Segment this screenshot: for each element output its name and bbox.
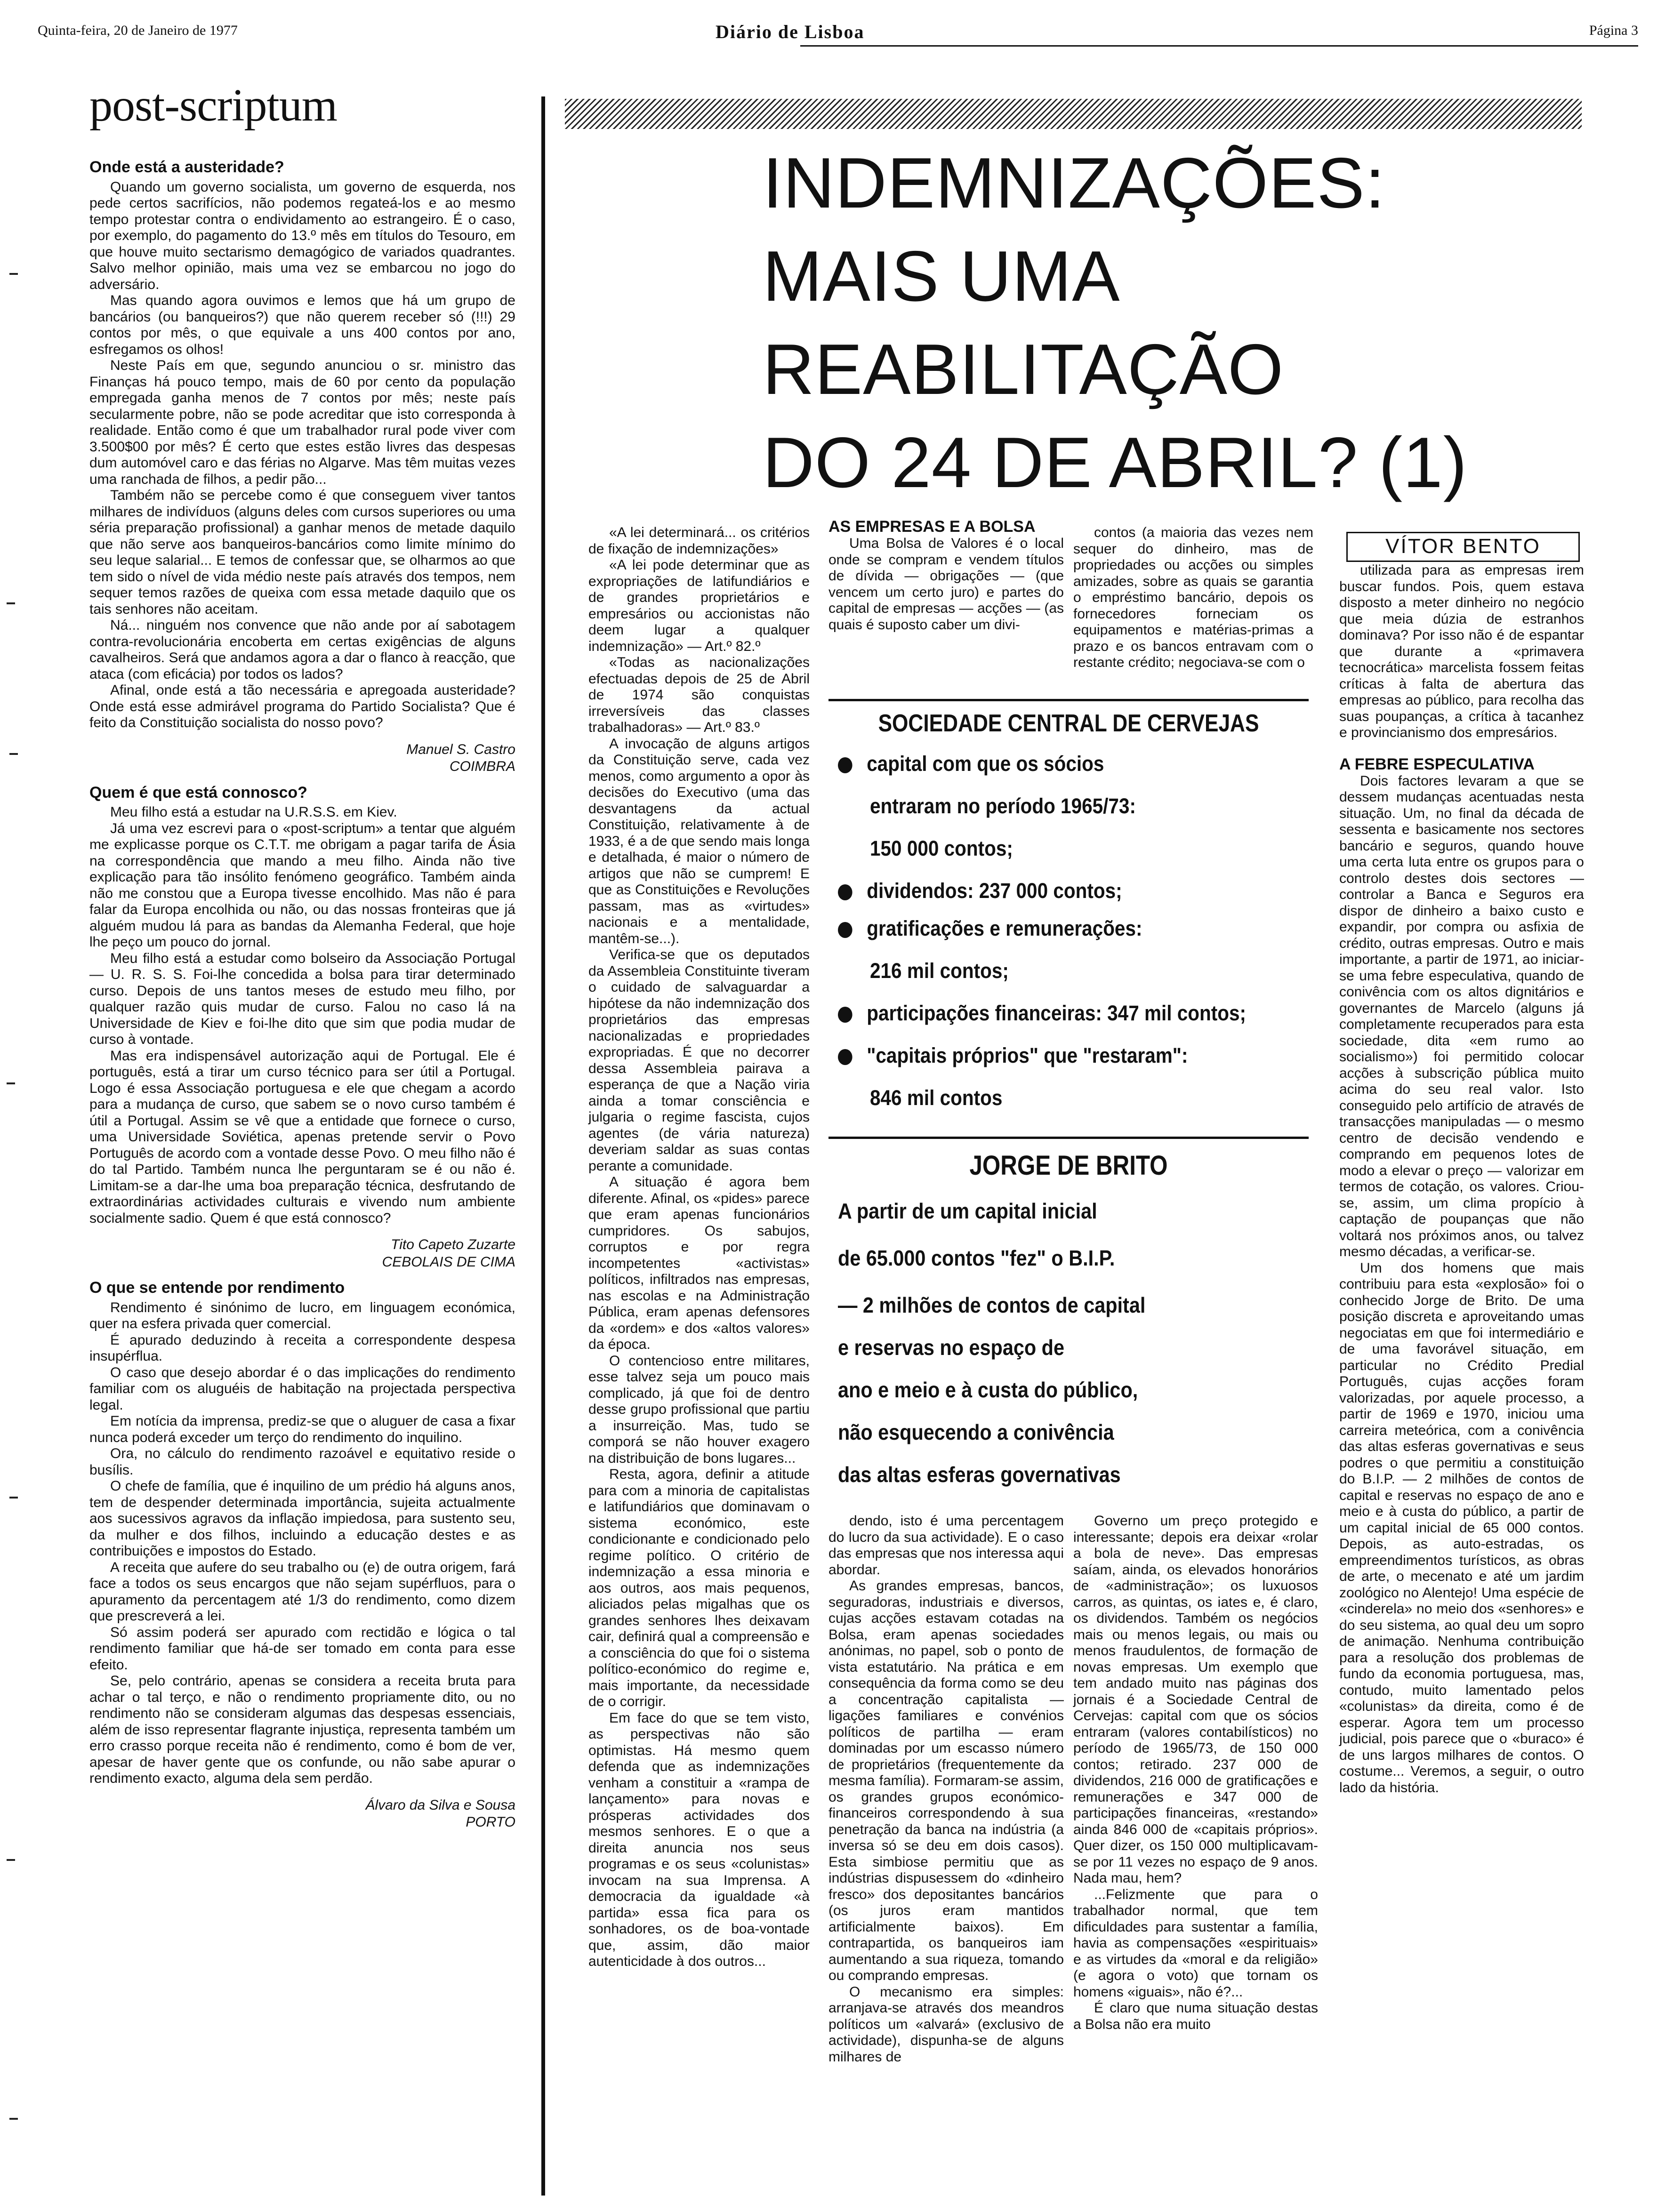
bullet-icon (838, 884, 853, 900)
box-rule (828, 699, 1309, 701)
bullet-icon (838, 1007, 853, 1023)
letter-place: CEBOLAIS DE CIMA (382, 1254, 515, 1270)
author-byline: VÍTOR BENTO (1346, 532, 1580, 562)
box-title-brito: JORGE DE BRITO (969, 1150, 1168, 1181)
article-column-3 (1073, 525, 1313, 671)
letter-paragraph: É apurado deduzindo à receita a correspondente despesa insupérflua. (89, 1332, 515, 1364)
paragraph: Um dos homens que mais contribuiu para esta «explosão» foi o conhecido Jorge de Brito. De uma posição discreta e aproveitando umas negociatas em que foi intermediário e de uma favorável situação, em particular no Crédito Predial Português, cujas acções foram valorizadas, por aquele processo, a partir de 1969 e 1970, iniciou uma carreira meteórica, com a conivência das altas esferas governativas e seus podres o que permitiu a constituição do B.I.P. — 2 milhões de contos de capital e reservas no espaço de ano e meio e à custa do público, a partir de um capital inicial de 65 000 contos. Depois, as auto-estradas, os empreendimentos turísticos, as obras de arte, o mecenato e até um jardim zoológico no Alentejo! Uma espécie de «cinderela» no meio dos «senhores» e do seu sistema, ao qual deu um sopro de animação. Nenhuma contribuição para a resolução dos problemas de fundo da economia portuguesa, mas, contudo, muito lamentado pelos «colunistas» da direita, como é de esperar. Agora tem um processo judicial, pois parece que o «buraco» é de uns largos milhares de contos. O costume... Veremos, a seguir, o outro lado da história. (1339, 1260, 1584, 1795)
letter-paragraph: Rendimento é sinónimo de lucro, em linguagem económica, quer na esfera privada quer comercial. (89, 1299, 515, 1331)
paragraph: «Todas as nacionalizações efectuadas depois de 25 de Abril de 1974 são conquistas irreversíveis das classes trabalhadoras» — Art.º 83.º (588, 655, 810, 735)
article-column-2 (828, 518, 1064, 633)
paragraph: Uma Bolsa de Valores é o local onde se compram e vendem títulos de dívida — obrigações — (que vencem um certo juro) e partes do capital de empresas — acções — (as quais é suposto caber um divi- (828, 536, 1064, 633)
box-bullet-line: dividendos: 237 000 contos; (838, 878, 1122, 904)
column-rule (541, 96, 545, 2196)
letter-paragraph: Já uma vez escrevi para o «post-scriptum» a tentar que alguém me explicasse porque os C.T.T. me obrigam a pagar tarifa de Ásia na correspondência que mando a meu filho. Ainda não tive explicação para tão insólito fenómeno geográfico. Também ainda não me constou que a Europa tivesse encolhido. Mas não é para falar da Europa encolhida ou não, ou das nossas fronteiras que já alguém mudou lá para as bandas da Alemanha Federal, que hoje lhe peço um pouco do jornal. (89, 820, 515, 950)
paragraph: contos (a maioria das vezes nem sequer do dinheiro, mas de propriedades ou acções ou simples amizades, sobre as quais se garantia o empréstimo bancário, depois os fornecedores forneciam os equipamentos e matérias-primas a prazo e os bancos entravam com o restante crédito; negociava-se com o (1073, 525, 1313, 670)
masthead: Diário de Lisboa (716, 21, 865, 42)
letter-paragraph: O caso que desejo abordar é o das implicações do rendimento familiar com os aluguéis de habitação na projectada perspectiva legal. (89, 1364, 515, 1413)
paragraph: utilizada para as empresas irem buscar fundos. Pois, quem estava disposto a meter dinheiro no negócio que meia dúzia de estranhos dominava? Por isso não é de espantar que durante a «primavera tecnocrática» marcelista fossem feitas críticas à falta de abertura das empresas ao público, para recolha das suas poupanças, a crítica à tacanhez e provincianismo dos empresários. (1339, 562, 1584, 740)
paragraph: «A lei determinará... os critérios de fixação de indemnizações» (588, 525, 810, 557)
letter-paragraph: Quando um governo socialista, um governo de esquerda, nos pede certos sacrifícios, não podemos regateá-los e ao mesmo tempo protestar contra o endividamento ao estrangeiro. É o caso, por exemplo, do pagamento do 13.º mês em títulos do Tesouro, em que houve muito sectarismo demagógico de variados quadrantes. Salvo melhor opinião, mais uma vez se embarcou no jogo do adversário. (89, 179, 515, 292)
subheading: A FEBRE ESPECULATIVA (1339, 755, 1535, 773)
headline-line: DO 24 DE ABRIL? (1) (763, 423, 1468, 503)
letter-paragraph: Meu filho está a estudar como bolseiro da Associação Portugal — U. R. S. S. Foi-lhe concedida a bolsa para tirar determinado curso. Depois de uns tantos meses de estudo meu filho, por qualquer razão quis mudar de curso. Falou no caso lá na Universidade de Kiev e foi-lhe dito que sim que podia mudar de curso à vontade. (89, 950, 515, 1047)
letter-author: Tito Capeto Zuzarte (391, 1237, 515, 1252)
paragraph: O contencioso entre militares, esse talvez seja um pouco mais complicado, já que foi de dentro desse grupo profissional que partiu a insurreição. Mas, tudo se comporá se não houver exagero na distribuição de bons lugares... (588, 1353, 810, 1466)
letters-column (89, 151, 515, 1840)
letter-paragraph: Também não se percebe como é que conseguem viver tantos milhares de indivíduos (alguns deles com cursos superiores ou uma séria preparação profissional) a ganhar menos de metade daquilo que não serve aos banqueiros-bancários como limite mínimo do seu leque salarial... E temos de confessar que, se olharmos ao que tem sido o nível de vida médio neste país através dos tempos, nem sequer temos razões de queixa com essa metade daquilo que os tais senhores não aceitam. (89, 488, 515, 617)
page-number: Página 3 (1589, 23, 1638, 38)
letter-paragraph: O chefe de família, que é inquilino de um prédio há alguns anos, tem de despender determinada importância, sujeita actualmente aos sucessivos agravos da inflação impiedosa, para sustento seu, da mulher e dos filhos, incluindo a educação destes e as contribuições e impostos do Estado. (89, 1478, 515, 1559)
letter-author: Manuel S. Castro (406, 741, 515, 757)
box-line: — 2 milhões de contos de capital (838, 1293, 1146, 1317)
box-line: A partir de um capital inicial (838, 1199, 1097, 1223)
article-headline (763, 136, 1535, 509)
paragraph: A situação é agora bem diferente. Afinal, os «pides» parece que eram apenas funcionários cumpridores. Os sabujos, corruptos e por regra incompetentes «activistas» políticos, infiltrados nas empresas, nas escolas e na Administração Pública, eram apenas defensores da «ordem» e dos «altos valores» da época. (588, 1174, 810, 1352)
letter-heading: Onde está a austeridade? (89, 158, 284, 176)
paragraph: Governo um preço protegido e interessante; depois era deixar «rolar a bola de neve». Das empresas saíam, ainda, os elevados honorários de «administração»; os luxuosos carros, as quintas, os iates e, é claro, os dividendos. Também os negócios mais ou menos legais, ou mais ou menos fraudulentos, de formação de novas empresas. Um exemplo que tem andado muito nas páginas dos jornais é a Sociedade Central de Cervejas: capital com que os sócios entraram (valores contabilísticos) no período de 1965/73, de 150 000 contos; retirado. 237 000 de dividendos, 216 000 de gratificações e remunerações e 347 000 de participações financeiras, «restando» ainda 846 000 de «capitais próprios». Quer dizer, os 150 000 multiplicavam-se por 11 vezes no espaço de 9 anos. Nada mau, hem? (1073, 1513, 1318, 1886)
letter-place: COIMBRA (449, 759, 515, 774)
paragraph: dendo, isto é uma percentagem do lucro da sua actividade). E o caso das empresas que nos interessa aqui abordar. (828, 1513, 1064, 1578)
box-bullet-line: entraram no período 1965/73: (870, 794, 1136, 818)
letter-paragraph: Em notícia da imprensa, prediz-se que o aluguer de casa a fixar nunca poderá exceder um terço do rendimento do inquilino. (89, 1413, 515, 1445)
letter-paragraph: A receita que aufere do seu trabalho ou (e) de outra origem, fará face a todos os seus encargos que não sejam supérfluos, para o apuramento da percentagem até 1/3 do rendimento, como dizem que prescreverá a lei. (89, 1559, 515, 1624)
box-bullet-line: capital com que os sócios (838, 751, 1104, 777)
paragraph: O mecanismo era simples: arranjava-se através dos meandros políticos um «alvará» (exclusivo de actividade), dispunha-se de alguns milhares de (828, 1984, 1064, 2065)
letter-paragraph: Neste País em que, segundo anunciou o sr. ministro das Finanças há pouco tempo, mais de 60 por cento da população empregada ganha menos de 7 contos por mês; neste país secularmente pobre, não se pode acreditar que isto corresponda à realidade. Então como é que um trabalhador rural pode viver com 3.500$00 por mês? É certo que estes estão livres das despesas dum automóvel caro e das férias no Algarve. Mas têm muitas vezes uma ranchada de filhos, a pedir pão... (89, 358, 515, 487)
letter-place: PORTO (466, 1814, 515, 1830)
article-column-3-continued (1073, 1513, 1318, 2033)
box-line: e reservas no espaço de (838, 1335, 1064, 1360)
letter-paragraph: Ora, no cálculo do rendimento razoável e equitativo reside o busílis. (89, 1446, 515, 1478)
box-bullet-line: gratificações e remunerações: (838, 915, 1142, 942)
paragraph: Resta, agora, definir a atitude para com a minoria de capitalistas e latifundiários que dominavam o sistema económico, este condicionante e condicionado pelo regime político. O critério de indemnização a essa minoria e aos outros, aos mais pequenos, aliciados pelas migalhas que os grandes senhores lhes deixavam cair, definirá qual a compreensão e a consciência do que foi o sistema político-económico do regime e, mais importante, da necessidade de o corrigir. (588, 1467, 810, 1709)
letter-paragraph: Meu filho está a estudar na U.R.S.S. em Kiev. (110, 804, 397, 820)
hatched-banner (565, 99, 1582, 129)
paragraph: Verifica-se que os deputados da Assembleia Constituinte tiveram o cuidado de salvaguardar a hipótese da não indemnização dos proprietários das empresas nacionalizadas e propriedades expropriadas. É que no decorrer dessa Assembleia pairava a esperança de que a Nação viria ainda a tomar consciência e julgaria o regime fascista, cujos agentes (de vária natureza) deveriam saldar as suas contas perante a comunidade. (588, 947, 810, 1174)
box-bullet-line: 216 mil contos; (870, 959, 1009, 983)
paragraph: As grandes empresas, bancos, seguradoras, industriais e diversos, cujas acções estavam cotadas na Bolsa, eram apenas sociedades anónimas, no papel, sob o ponto de vista estatutário. Na prática e em consequência da forma como se deu a concentração capitalista — ligações familiares e convénios políticos de partilha — eram dominadas por um escasso número de proprietários (frequentemente da mesma família). Formaram-se assim, os grandes grupos económico-financeiros correspondendo à sua penetração da banca na indústria (a inversa só se deu em dois casos). Esta simbiose permitiu que as indústrias dispusessem do «dinheiro fresco» dos depositantes bancários (os juros eram mantidos artificialmente baixos). Em contrapartida, os banqueiros iam aumentando a sua riqueza, tomando ou comprando empresas. (828, 1578, 1064, 1983)
box-title-cervejas: SOCIEDADE CENTRAL DE CERVEJAS (878, 710, 1259, 737)
page-header (0, 0, 1657, 52)
paragraph: Dois factores levaram a que se dessem mudanças acentuadas nesta situação. Um, no final da década de sessenta e basicamente nos sectores bancário e seguros, quando houve uma certa luta entre os grupos para o controlo destes dois sectores — controlar a Banca e Seguros era dispor de dinheiro a baixo custo e expandir, por compra ou asfixia de crédito, outras empresas. Outro e mais importante, a partir de 1971, ao iniciar-se uma febre especulativa, quando de conivência com os altos dignitários e governantes de Marcelo (alguns já completamente recuperados para esta sociedade, dita «em rumo ao socialismo») foi permitido colocar acções à subscrição pública muito acima do seu real valor. Isto conseguido pelo artifício de através de transacções manipuladas — o mesmo centro de decisão vendendo e comprando em pequenos lotes de modo a elevar o preço — valorizar em termos de cotação, os valores. Criou-se, assim, um clima propício à captação de poupanças que não voltará nos próximos anos, ou talvez mesmo décadas, a verificar-se. (1339, 773, 1584, 1259)
letter-paragraph: Mas quando agora ouvimos e lemos que há um grupo de bancários (ou banqueiros?) que não querem receber só (!!!) 29 contos por mês, o que equivale a uns 400 contos por ano, esfregamos os olhos! (89, 293, 515, 357)
letter-paragraph: Só assim poderá ser apurado com rectidão e lógica o tal rendimento familiar que há-de ser tomado em conta para esse efeito. (89, 1624, 515, 1673)
bullet-icon (838, 922, 853, 938)
paragraph: A invocação de alguns artigos da Constituição serve, cada vez menos, como argumento a opor às decisões do Executivo (uma das desvantagens da actual Constituição, relativamente à de 1933, é a de que sendo mais longa e detalhada, é maior o número de artigos que não se cumprem! E que as Constituições e Revoluções passam, mas as «virtudes» nacionais e a mentalidade, mantêm-se...). (588, 736, 810, 946)
box-bullet-line: participações financeiras: 347 mil contos; (838, 1000, 1246, 1026)
headline-line: MAIS UMA (763, 236, 1120, 316)
box-bullet-line: "capitais próprios" que "restaram": (838, 1042, 1188, 1069)
header-rule (800, 45, 1638, 47)
subheading: AS EMPRESAS E A BOLSA (828, 518, 1036, 536)
box-bullet-line: 846 mil contos (870, 1086, 1003, 1110)
article-column-2-continued (828, 1513, 1064, 2065)
letter-author: Álvaro da Silva e Sousa (365, 1797, 515, 1813)
headline-line: REABILITAÇÃO (763, 329, 1284, 409)
box-line: ano e meio e à custa do público, (838, 1378, 1138, 1402)
box-line: não esquecendo a conivência (838, 1420, 1114, 1444)
box-line: das altas esferas governativas (838, 1462, 1121, 1487)
paragraph: Em face do que se tem visto, as perspectivas não são optimistas. Há mesmo quem defenda que as indemnizações venham a constituir a «rampa de lançamento» para novas e prósperas actividades dos mesmos senhores. E o que a direita anuncia nos seus programas e os seus «colunistas» invocam na sua Imprensa. A democracia da igualdade «à partida» essa fica para os sonhadores, os de boa-vontade que, assim, dão maior autenticidade à dos outros... (588, 1710, 810, 1969)
paragraph: É claro que numa situação destas a Bolsa não era muito (1073, 2000, 1318, 2032)
headline-line: INDEMNIZAÇÕES: (763, 143, 1385, 223)
article-column-4 (1339, 562, 1584, 1796)
box-bullet-line: 150 000 contos; (870, 836, 1013, 860)
box-rule (828, 1137, 1309, 1139)
bullet-icon (838, 1049, 853, 1065)
letter-heading: Quem é que está connosco? (89, 783, 307, 801)
letter-paragraph: Ná... ninguém nos convence que não ande por aí sabotagem contra-revolucionária encoberta em certas exigências de alguns cavalheiros. Será que andamos agora a dar o flanco à reacção, que ataca (com eficácia) por todos os lados? (89, 617, 515, 682)
box-line: de 65.000 contos "fez" o B.I.P. (838, 1246, 1115, 1270)
letter-paragraph: Afinal, onde está a tão necessária e apregoada austeridade? Onde está esse admirável programa do Partido Socialista? Que é feito da Constituição socialista do nosso povo? (89, 682, 515, 730)
fact-box (828, 699, 1309, 1499)
scan-edge-marks (0, 0, 71, 2212)
letter-heading: O que se entende por rendimento (89, 1279, 345, 1297)
section-title: post-scriptum (89, 80, 337, 131)
paragraph: «A lei pode determinar que as expropriações de latifundiários e de grandes proprietários e empresários ou accionistas não deem lugar a qualquer indemnização» — Art.º 82.º (588, 557, 810, 654)
paragraph: ...Felizmente que para o trabalhador normal, que tem dificuldades para sustentar a família, havia as compensações «espirituais» e as virtudes da «moral e da religião» (e agora o voto) que tornam os homens «iguais», não é?... (1073, 1886, 1318, 2000)
letter-paragraph: Se, pelo contrário, apenas se considera a receita bruta para achar o tal terço, e não o rendimento propriamente dito, ou no rendimento não se consideram algumas das despesas essenciais, além de isso representar flagrante injustiça, representa também um erro crasso porque receita não é rendimento, como é bom de ver, apesar de haver gente que os confunde, ou não sabe apurar o rendimento exacto, alguma dela sem perdão. (89, 1673, 515, 1786)
letter-paragraph: Mas era indispensável autorização aqui de Portugal. Ele é português, está a tirar um curso técnico para ser útil a Portugal. Logo é essa Associação portuguesa e ele que chegam a acordo para a mudança de curso, que sabem se o novo curso também é útil a Portugal. Assim se vê que a entidade que fornece o curso, uma Universidade Soviética, apenas pretende servir o Povo Português de acordo com a vontade desse Povo. O meu filho não é do tal Partido. Também nunca lhe perguntaram se é ou não é. Limitam-se a dar-lhe uma boa preparação técnica, desfrutando de extraordinárias actividades culturais e vivendo num ambiente socialmente sadio. Quem é que está connosco? (89, 1048, 515, 1226)
bullet-icon (838, 757, 853, 773)
article-column-1 (588, 525, 810, 1970)
issue-date: Quinta-feira, 20 de Janeiro de 1977 (38, 23, 238, 38)
